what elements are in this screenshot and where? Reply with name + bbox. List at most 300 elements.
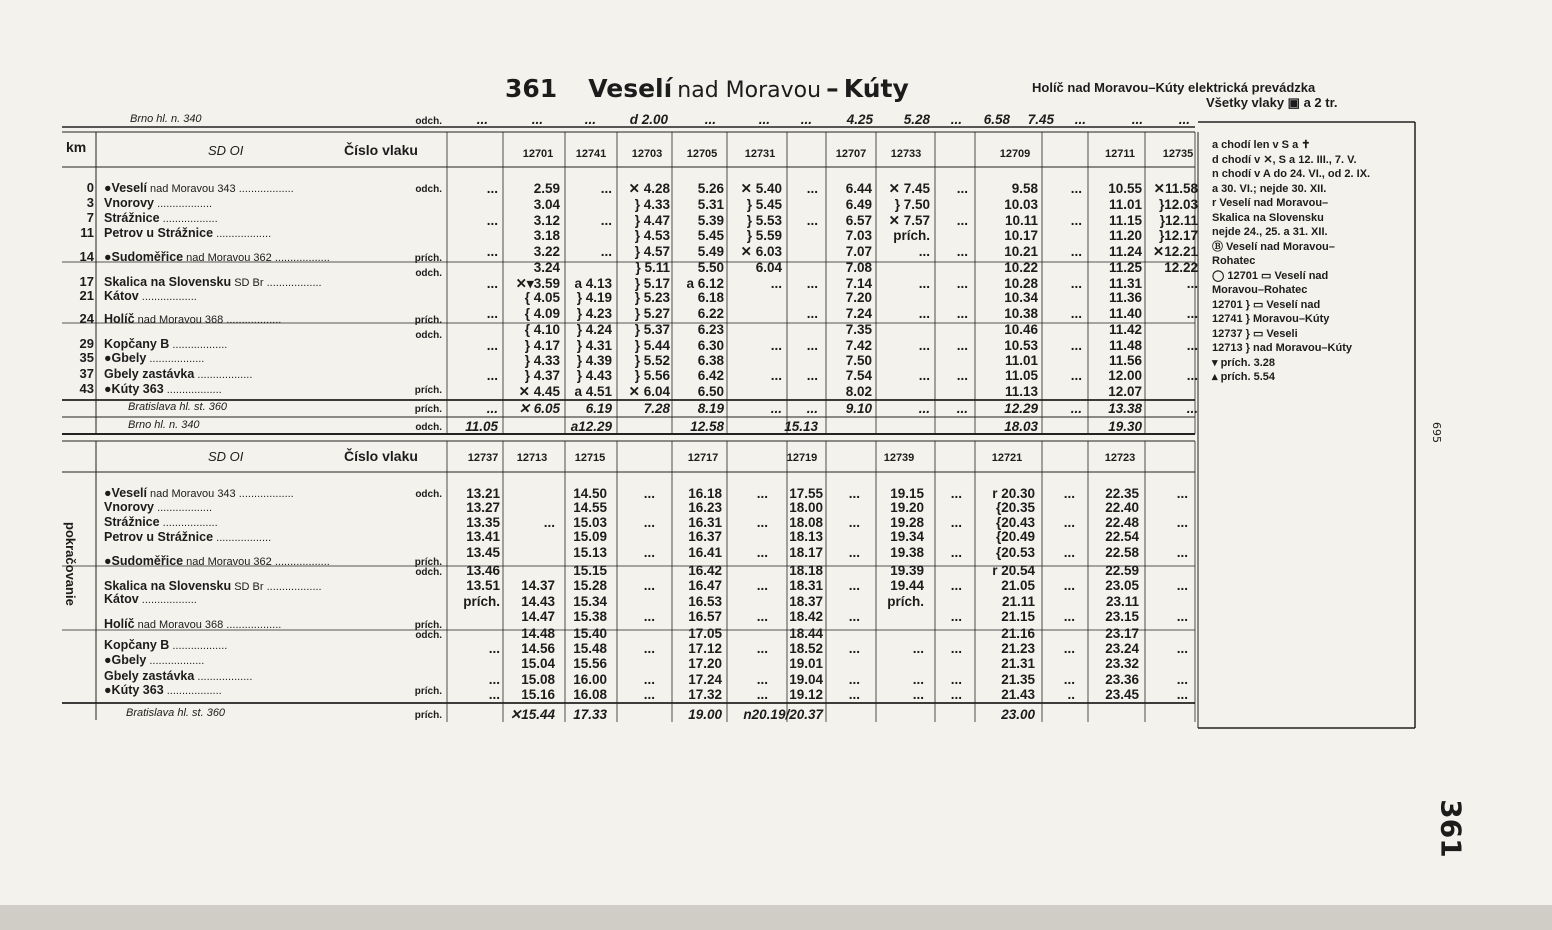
departure-time: } 5.23 <box>634 290 670 305</box>
train-number-label-bottom: Číslo vlaku <box>344 448 418 464</box>
continuation-label: pokračovanie <box>63 522 78 606</box>
departure-time: ✕ 4.45 <box>518 384 560 399</box>
station-direction-bottom: odch. <box>415 630 442 641</box>
departure-time-bottom: 17.32 <box>688 687 722 702</box>
departure-time: ... <box>806 276 818 291</box>
departure-time: } 4.47 <box>634 213 670 228</box>
bratislava-arrival: ... <box>1070 401 1082 416</box>
departure-time: 5.39 <box>697 213 724 228</box>
route-dash: – <box>826 74 839 103</box>
departure-time-bottom: 13.27 <box>466 500 500 515</box>
sdoi-label-bottom: SD OI <box>208 449 244 464</box>
station-km: 3 <box>86 195 94 210</box>
departure-time-bottom: 16.42 <box>688 563 722 578</box>
departure-time: 10.53 <box>1004 338 1038 353</box>
departure-time-bottom: 21.31 <box>1001 656 1035 671</box>
departure-time-bottom: 21.05 <box>1001 578 1035 593</box>
departure-time: 5.50 <box>697 260 724 275</box>
departure-time: 10.11 <box>1004 213 1038 228</box>
departure-time-bottom: 15.34 <box>573 594 607 609</box>
bratislava-label: Bratislava hl. st. 360 <box>128 401 228 413</box>
departure-time-bottom: ... <box>488 687 500 702</box>
station-name: Kopčany B .................. <box>104 337 228 351</box>
departure-time: 2.59 <box>533 181 560 196</box>
station-direction-bottom: prích. <box>414 557 442 568</box>
bratislava-arrival: 7.28 <box>643 401 670 416</box>
legend-item: Rohatec <box>1212 255 1256 267</box>
departure-time-bottom: ... <box>950 545 962 560</box>
departure-time-bottom: 15.56 <box>573 656 607 671</box>
station-name-bottom: Kátov .................. <box>104 592 197 606</box>
brno-departure: ... <box>1178 112 1190 127</box>
departure-time: 6.22 <box>697 306 724 321</box>
departure-time: 7.54 <box>845 368 872 383</box>
departure-time: ✕ 7.57 <box>888 213 930 228</box>
departure-time: ... <box>806 181 818 196</box>
departure-time-bottom: 16.31 <box>688 515 722 530</box>
departure-time-bottom: 15.08 <box>521 672 555 687</box>
departure-time-bottom: 17.20 <box>688 656 722 671</box>
train-number-label: Číslo vlaku <box>344 142 418 158</box>
departure-time: ... <box>600 244 612 259</box>
km-label: km <box>66 139 87 155</box>
departure-time-bottom: 14.56 <box>521 641 555 656</box>
station-direction: odch. <box>415 268 442 279</box>
departure-time: 6.44 <box>845 181 872 196</box>
departure-time-bottom: ... <box>848 641 860 656</box>
departure-time: ... <box>1070 181 1082 196</box>
legend-item: nejde 24., 25. a 31. XII. <box>1212 226 1328 238</box>
legend-item: ▴ prích. 5.54 <box>1212 371 1275 383</box>
bratislava-arrival-bottom: 19.00 <box>688 707 722 722</box>
departure-time-bottom: 19.39 <box>890 563 924 578</box>
departure-time: } 7.50 <box>894 197 930 212</box>
departure-time-bottom: 15.16 <box>521 687 555 702</box>
station-direction-bottom: odch. <box>415 489 442 500</box>
departure-time-bottom: ... <box>848 672 860 687</box>
brno-departure: ... <box>1074 112 1086 127</box>
departure-time: ... <box>1186 368 1198 383</box>
departure-time: 11.20 <box>1108 228 1142 243</box>
departure-time: } 4.33 <box>634 197 670 212</box>
departure-time-bottom: 19.38 <box>890 545 924 560</box>
departure-time: ... <box>806 368 818 383</box>
train-number: 12711 <box>1105 148 1135 160</box>
departure-time-bottom: r 20.30 <box>992 486 1035 501</box>
departure-time-bottom: 16.18 <box>688 486 722 501</box>
legend-item: 12713 } nad Moravou–Kúty <box>1212 342 1352 354</box>
departure-time-bottom: ... <box>1176 687 1188 702</box>
departure-time-bottom: 13.51 <box>466 578 500 593</box>
station-km: 0 <box>86 180 94 195</box>
departure-time: ... <box>956 213 968 228</box>
departure-time-bottom: ... <box>1176 486 1188 501</box>
station-km: 43 <box>79 381 94 396</box>
departure-time: ... <box>918 368 930 383</box>
train-number-bottom: 12721 <box>991 452 1023 464</box>
departure-time-bottom: 23.05 <box>1105 578 1139 593</box>
brno-departure: ... <box>476 112 488 127</box>
departure-time: 10.21 <box>1004 244 1038 259</box>
departure-time: 11.05 <box>1004 368 1038 383</box>
station-km: 7 <box>86 210 94 225</box>
train-number: 12701 <box>522 148 554 160</box>
departure-time: 12.22 <box>1164 260 1198 275</box>
departure-time-bottom: 13.41 <box>466 529 500 544</box>
departure-time: ✕ 6.03 <box>740 244 782 259</box>
departure-time-bottom: ... <box>1063 545 1075 560</box>
station-name-bottom: ●Kúty 363 .................. <box>104 683 222 697</box>
departure-time-bottom: 14.48 <box>521 626 555 641</box>
departure-time: 6.50 <box>697 384 724 399</box>
departure-time-bottom: 18.31 <box>789 578 823 593</box>
departure-time: 11.36 <box>1108 290 1142 305</box>
departure-time: ... <box>486 368 498 383</box>
train-number-bottom: 12719 <box>786 452 818 464</box>
departure-time: }12.17 <box>1158 228 1198 243</box>
brno-departure-2: 19.30 <box>1108 419 1142 434</box>
station-name: ●Sudoměřice nad Moravou 362 .................. <box>104 250 330 264</box>
departure-time-bottom: 17.05 <box>688 626 722 641</box>
departure-time-bottom: 22.35 <box>1105 486 1139 501</box>
departure-time-bottom: 19.20 <box>890 500 924 515</box>
departure-time-bottom: 21.15 <box>1001 609 1035 624</box>
departure-time-bottom: 16.57 <box>688 609 722 624</box>
departure-time: ... <box>806 306 818 321</box>
departure-time-bottom: 18.52 <box>789 641 823 656</box>
departure-time-bottom: ... <box>643 578 655 593</box>
departure-time: 6.04 <box>755 260 782 275</box>
departure-time: 11.48 <box>1108 338 1142 353</box>
departure-time: 7.24 <box>845 306 872 321</box>
departure-time: 6.49 <box>845 197 872 212</box>
departure-time: } 4.31 <box>576 338 612 353</box>
departure-time-bottom: {20.35 <box>995 500 1035 515</box>
departure-time-bottom: 14.43 <box>521 594 555 609</box>
departure-time-bottom: 16.23 <box>688 500 722 515</box>
bratislava-arrival: 9.10 <box>845 401 872 416</box>
departure-time-bottom: 18.00 <box>789 500 823 515</box>
station-name-bottom: ●Veselí nad Moravou 343 .................. <box>104 486 294 500</box>
departure-time-bottom: ... <box>848 515 860 530</box>
departure-time-bottom: 22.59 <box>1105 563 1139 578</box>
departure-time: { 4.05 <box>524 290 560 305</box>
brno-departure: ... <box>704 112 716 127</box>
station-direction: prích. <box>414 385 442 396</box>
departure-time: ... <box>918 244 930 259</box>
departure-time: 11.40 <box>1108 306 1142 321</box>
train-number-bottom: 12717 <box>687 452 719 464</box>
departure-time: 7.20 <box>845 290 872 305</box>
departure-time-bottom: ... <box>643 641 655 656</box>
departure-time: ✕ 6.04 <box>628 384 670 399</box>
departure-time-bottom: ... <box>1063 641 1075 656</box>
departure-time: ... <box>486 181 498 196</box>
station-name: Vnorovy .................. <box>104 196 213 210</box>
departure-time: } 4.24 <box>576 322 612 337</box>
legend-item: 12737 } ▭ Veseli <box>1212 327 1298 340</box>
station-name: Strážnice .................. <box>104 211 218 225</box>
brno-label: Brno hl. n. 340 <box>130 113 202 125</box>
departure-time-bottom: 19.28 <box>890 515 924 530</box>
station-km: 37 <box>79 366 94 381</box>
departure-time: ✕11.58 <box>1153 181 1198 196</box>
brno-departure: ... <box>584 112 596 127</box>
departure-time: 11.15 <box>1108 213 1142 228</box>
route-from: Veselí <box>588 74 673 103</box>
bratislava-arrival: ... <box>1186 401 1198 416</box>
departure-time-bottom: ... <box>756 545 768 560</box>
legend-item: ▾ prích. 3.28 <box>1212 356 1275 369</box>
departure-time: ... <box>806 338 818 353</box>
departure-time-bottom: ... <box>643 545 655 560</box>
brno-departure: ... <box>950 112 962 127</box>
departure-time: 9.58 <box>1011 181 1038 196</box>
departure-time-bottom: ... <box>1063 609 1075 624</box>
departure-time: 7.14 <box>845 276 872 291</box>
station-name-bottom: Strážnice .................. <box>104 515 218 529</box>
departure-time-bottom: 23.17 <box>1105 626 1139 641</box>
brno-departure: 5.28 <box>903 112 930 127</box>
departure-time-bottom: 22.40 <box>1105 500 1139 515</box>
station-name: ●Kúty 363 .................. <box>104 382 222 396</box>
departure-time: 6.57 <box>845 213 872 228</box>
station-name: ●Gbely .................. <box>104 351 205 365</box>
station-km: 21 <box>79 288 94 303</box>
departure-time-bottom: ... <box>1063 578 1075 593</box>
departure-time: 11.01 <box>1004 353 1038 368</box>
departure-time-bottom: ... <box>950 672 962 687</box>
station-km: 29 <box>79 336 94 351</box>
station-direction: odch. <box>415 184 442 195</box>
station-name-bottom: ●Gbely .................. <box>104 653 205 667</box>
departure-time: 12.07 <box>1108 384 1142 399</box>
departure-time-bottom: 15.15 <box>573 563 607 578</box>
departure-time-bottom: 18.13 <box>789 529 823 544</box>
departure-time: ... <box>1186 306 1198 321</box>
departure-time: 7.08 <box>845 260 872 275</box>
side-page-number: 695 <box>1430 422 1443 443</box>
departure-time: 7.03 <box>845 228 872 243</box>
route-to: Kúty <box>843 74 909 103</box>
departure-time: } 5.59 <box>746 228 782 243</box>
bratislava-arrival: ... <box>918 401 930 416</box>
station-name: Holíč nad Moravou 368 .................. <box>104 312 282 326</box>
departure-time-bottom: 23.45 <box>1105 687 1139 702</box>
bratislava-label-bottom: Bratislava hl. st. 360 <box>126 707 226 719</box>
departure-time: ✕▾3.59 <box>515 276 560 291</box>
departure-time: ... <box>486 276 498 291</box>
departure-time: 6.18 <box>697 290 724 305</box>
departure-time: 10.55 <box>1108 181 1142 196</box>
departure-time: 3.24 <box>533 260 560 275</box>
brno-departure-2: 11.05 <box>465 419 498 434</box>
departure-time-bottom: 18.42 <box>789 609 823 624</box>
departure-time: } 5.56 <box>634 368 670 383</box>
station-km: 35 <box>79 350 94 365</box>
station-name-bottom: Vnorovy .................. <box>104 500 213 514</box>
departure-time: ... <box>1070 368 1082 383</box>
station-km: 14 <box>79 249 94 264</box>
departure-time-bottom: ... <box>950 486 962 501</box>
departure-time: 6.42 <box>697 368 724 383</box>
departure-time: 5.45 <box>697 228 724 243</box>
departure-time: ... <box>918 338 930 353</box>
departure-time-bottom: 17.12 <box>688 641 722 656</box>
departure-time-bottom: ... <box>848 687 860 702</box>
departure-time-bottom: ... <box>643 687 655 702</box>
departure-time: 10.46 <box>1004 322 1038 337</box>
departure-time: 7.35 <box>845 322 872 337</box>
departure-time: ... <box>770 368 782 383</box>
departure-time: 6.23 <box>697 322 724 337</box>
bratislava-arrival: 8.19 <box>697 401 724 416</box>
station-name: Kátov .................. <box>104 289 197 303</box>
departure-time: ... <box>918 306 930 321</box>
departure-time-bottom: ... <box>488 672 500 687</box>
bratislava-arrival: ... <box>770 401 782 416</box>
departure-time: { 4.10 <box>524 322 560 337</box>
brno-departure: 7.45 <box>1027 112 1054 127</box>
departure-time-bottom: ... <box>756 641 768 656</box>
departure-time-bottom: 15.48 <box>573 641 607 656</box>
departure-time: } 4.23 <box>576 306 612 321</box>
legend-item: a chodí len v S a ✝ <box>1212 139 1311 151</box>
departure-time-bottom: 21.23 <box>1001 641 1035 656</box>
departure-time-bottom: ... <box>1176 515 1188 530</box>
departure-time-bottom: ... <box>756 672 768 687</box>
departure-time-bottom: ... <box>1063 515 1075 530</box>
departure-time: a 4.51 <box>574 384 612 399</box>
departure-time-bottom: ... <box>756 578 768 593</box>
departure-time: 3.18 <box>533 228 560 243</box>
departure-time-bottom: ... <box>950 687 962 702</box>
departure-time: ... <box>1070 276 1082 291</box>
departure-time: 11.56 <box>1108 353 1142 368</box>
departure-time-bottom: 23.11 <box>1105 594 1139 609</box>
departure-time: }12.11 <box>1159 213 1198 228</box>
table-number: 361 <box>505 74 558 103</box>
train-number: 12705 <box>686 148 718 160</box>
departure-time-bottom: 19.12 <box>789 687 823 702</box>
departure-time-bottom: 22.48 <box>1105 515 1139 530</box>
departure-time-bottom: 15.13 <box>573 545 607 560</box>
station-name: Skalica na Slovensku SD Br .................. <box>104 275 322 289</box>
departure-time-bottom: ... <box>1176 672 1188 687</box>
station-name-bottom: Gbely zastávka .................. <box>104 669 253 683</box>
departure-time: ✕ 7.45 <box>888 181 930 196</box>
bratislava-arrival: ... <box>806 401 818 416</box>
train-number: 12703 <box>631 148 663 160</box>
brno-departure-2: a12.29 <box>570 419 612 434</box>
station-name: Gbely zastávka .................. <box>104 367 253 381</box>
brno-departure: ... <box>1131 112 1143 127</box>
departure-time-bottom: {20.49 <box>995 529 1035 544</box>
departure-time: ... <box>486 338 498 353</box>
departure-time-bottom: 18.44 <box>789 626 823 641</box>
sdoi-label: SD OI <box>208 143 244 158</box>
departure-time-bottom: ... <box>912 687 924 702</box>
departure-time-bottom: ... <box>1063 672 1075 687</box>
departure-time: 8.02 <box>845 384 872 399</box>
departure-time: 6.38 <box>697 353 724 368</box>
departure-time-bottom: ... <box>1176 578 1188 593</box>
departure-time-bottom: ... <box>848 578 860 593</box>
departure-time: 5.26 <box>697 181 724 196</box>
brno-departure-2: 12.58 <box>690 419 724 434</box>
departure-time: } 4.33 <box>524 353 560 368</box>
departure-time: ... <box>956 244 968 259</box>
departure-time-bottom: 16.37 <box>688 529 722 544</box>
departure-time: 11.13 <box>1004 384 1038 399</box>
departure-time-bottom: prích. <box>887 594 924 609</box>
departure-time-bottom: ... <box>912 641 924 656</box>
legend-item: Skalica na Slovensku <box>1212 211 1324 224</box>
departure-time-bottom: 23.36 <box>1105 672 1139 687</box>
departure-time-bottom: 13.21 <box>466 486 500 501</box>
train-number-bottom: 12737 <box>467 452 499 464</box>
departure-time: 5.31 <box>697 197 724 212</box>
departure-time: 3.12 <box>533 213 560 228</box>
departure-time: } 4.37 <box>524 368 560 383</box>
legend-item: r Veselí nad Moravou– <box>1212 197 1329 209</box>
departure-time-bottom: 22.54 <box>1105 529 1139 544</box>
note-line-2: Všetky vlaky ▣ a 2 tr. <box>1206 95 1338 110</box>
departure-time: ... <box>956 181 968 196</box>
departure-time: 10.03 <box>1004 197 1038 212</box>
departure-time-bottom: 21.43 <box>1001 687 1035 702</box>
departure-time: 11.24 <box>1108 244 1142 259</box>
departure-time: } 5.45 <box>746 197 782 212</box>
departure-time: 7.42 <box>845 338 872 353</box>
departure-time-bottom: 15.09 <box>573 529 607 544</box>
station-name-bottom: Kopčany B .................. <box>104 638 228 652</box>
departure-time: ... <box>1070 213 1082 228</box>
departure-time-bottom: ... <box>543 515 555 530</box>
departure-time-bottom: 22.58 <box>1105 545 1139 560</box>
train-number: 12741 <box>575 148 607 160</box>
departure-time-bottom: 21.35 <box>1001 672 1035 687</box>
departure-time-bottom: 14.47 <box>521 609 555 624</box>
departure-time-bottom: 23.24 <box>1105 641 1139 656</box>
brno-departure: ... <box>531 112 543 127</box>
departure-time: ... <box>1070 338 1082 353</box>
brno-departure: ... <box>758 112 770 127</box>
departure-time: } 4.19 <box>576 290 612 305</box>
departure-time: } 4.17 <box>524 338 560 353</box>
legend-item: 12701 } ▭ Veselí nad <box>1212 298 1321 311</box>
departure-time: ... <box>1186 276 1198 291</box>
departure-time: }12.03 <box>1158 197 1198 212</box>
brno-departure: 4.25 <box>846 112 873 127</box>
departure-time-bottom: ... <box>643 515 655 530</box>
departure-time: 6.30 <box>697 338 724 353</box>
route-from-suffix: nad Moravou <box>677 78 822 103</box>
brno-label-2: Brno hl. n. 340 <box>128 419 200 431</box>
departure-time-bottom: ... <box>848 545 860 560</box>
departure-time: } 4.39 <box>576 353 612 368</box>
departure-time: ... <box>1186 338 1198 353</box>
departure-time-bottom: 23.32 <box>1105 656 1139 671</box>
departure-time: ... <box>1070 306 1082 321</box>
departure-time-bottom: ... <box>756 486 768 501</box>
departure-time: ✕ 4.28 <box>628 181 670 196</box>
legend-item: d chodí v ✕, S a 12. III., 7. V. <box>1212 153 1357 166</box>
departure-time-bottom: ... <box>950 578 962 593</box>
departure-time-bottom: ... <box>756 687 768 702</box>
legend-item: ◯ 12701 ▭ Veselí nad <box>1212 269 1329 282</box>
departure-time: 11.42 <box>1108 322 1142 337</box>
